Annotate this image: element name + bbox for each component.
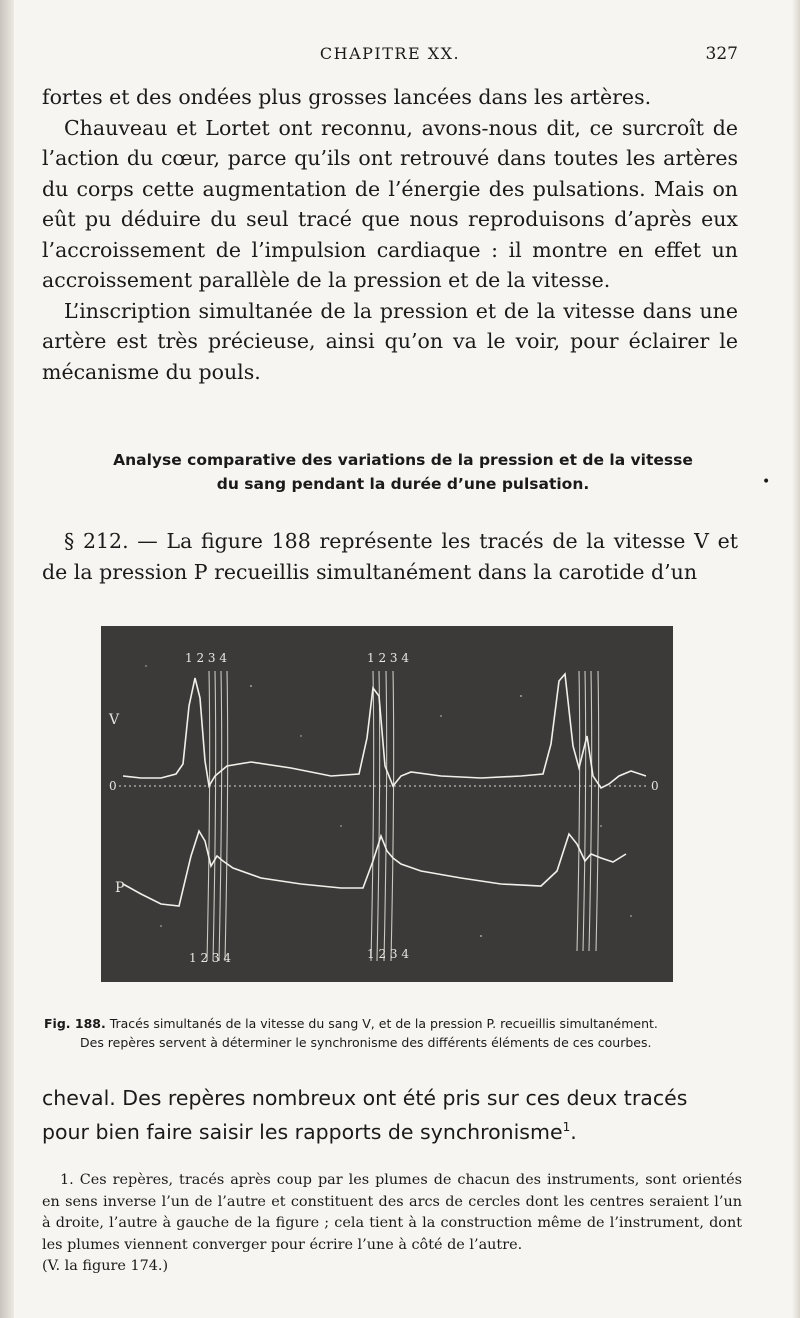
continuation-end: . (570, 1119, 577, 1144)
footnote-reference: 1 (562, 1120, 571, 1134)
marks-bottom-1: 1 2 3 4 (189, 951, 231, 965)
running-head: CHAPITRE XX. (319, 44, 461, 63)
paragraph-1: fortes et des ondées plus grosses lancées dans les artères. (42, 85, 652, 109)
paragraph-section-212: § 212. — La figure 188 représente les tracés de la vitesse V et de la pression P recueillis simultanément dans la carotide d’un (42, 529, 738, 584)
paragraph-2: Chauveau et Lortet ont reconnu, avons-nous dit, ce surcroît de l’action du cœur, parce qu’ils ont retrouvé dans toutes les artères du corps cette augmentation de l’énergie des pulsations. Mais on eût pu déduire du seul tracé que nous reproduisons d’après eux l’accroissement de l’impulsion cardiaque : il montre en effet un accroissement parallèle de la pression et de la vitesse. (42, 115, 738, 292)
zero-label-left: 0 (109, 779, 117, 793)
page-header (42, 44, 738, 70)
figure-caption (44, 1014, 744, 1052)
footnote (42, 1170, 742, 1278)
label-v: V (109, 712, 120, 728)
figure-label: Fig. 188. (44, 1016, 106, 1031)
tracing-background (101, 626, 673, 982)
paragraph-3: L’inscription simultanée de la pression et de la vitesse dans une artère est très précieuse, ainsi qu’on va le voir, pour éclairer le mécanisme du pouls. (42, 298, 738, 384)
footnote-ref: (V. la figure 174.) (42, 1258, 169, 1274)
section-heading-line-1: Analyse comparative des variations de la pression et de la vitesse (113, 451, 693, 469)
marks-bottom-2: 1 2 3 4 (367, 947, 409, 961)
page-number: 327 (705, 44, 738, 64)
page-edge-shadow (0, 0, 14, 1318)
body-text-top (42, 82, 738, 387)
page-edge-right (792, 0, 800, 1318)
caption-line-1 (44, 1014, 744, 1033)
section-heading-line-2: du sang pendant la durée d’une pulsation. (216, 475, 590, 493)
caption-text-1: Tracés simultanés de la vitesse du sang V, et de la pression P. recueillis simultanément. (109, 1016, 658, 1031)
marks-top-2: 1 2 3 4 (367, 651, 409, 665)
tracing-svg (101, 626, 673, 982)
zero-label-right: 0 (651, 779, 659, 793)
continuation-paragraph (42, 1084, 738, 1147)
margin-bullet: • (762, 474, 771, 490)
continuation-text: cheval. Des repères nombreux ont été pris sur ces deux tracés pour bien faire saisir les rapports de synchronisme (42, 1086, 688, 1144)
label-p: P (115, 880, 125, 896)
caption-line-2: Des repères servent à déterminer le synchronisme des différents éléments de ces courbes. (80, 1035, 652, 1050)
figure-188-tracing (101, 626, 673, 982)
section-heading (42, 448, 764, 496)
marks-top-1: 1 2 3 4 (185, 651, 227, 665)
body-text-section-212 (42, 526, 738, 587)
footnote-text: 1. Ces repères, tracés après coup par les plumes de chacun des instruments, sont orientés en sens inverse l’un de l’autre et constituent des arcs de cercles dont les centres seraient l’un à droite, l’autre à gauche de la figure ; cela tient à la construction même de l’instrument, dont les plumes viennent converger pour écrire l’une à côté de l’autre. (42, 1172, 742, 1253)
